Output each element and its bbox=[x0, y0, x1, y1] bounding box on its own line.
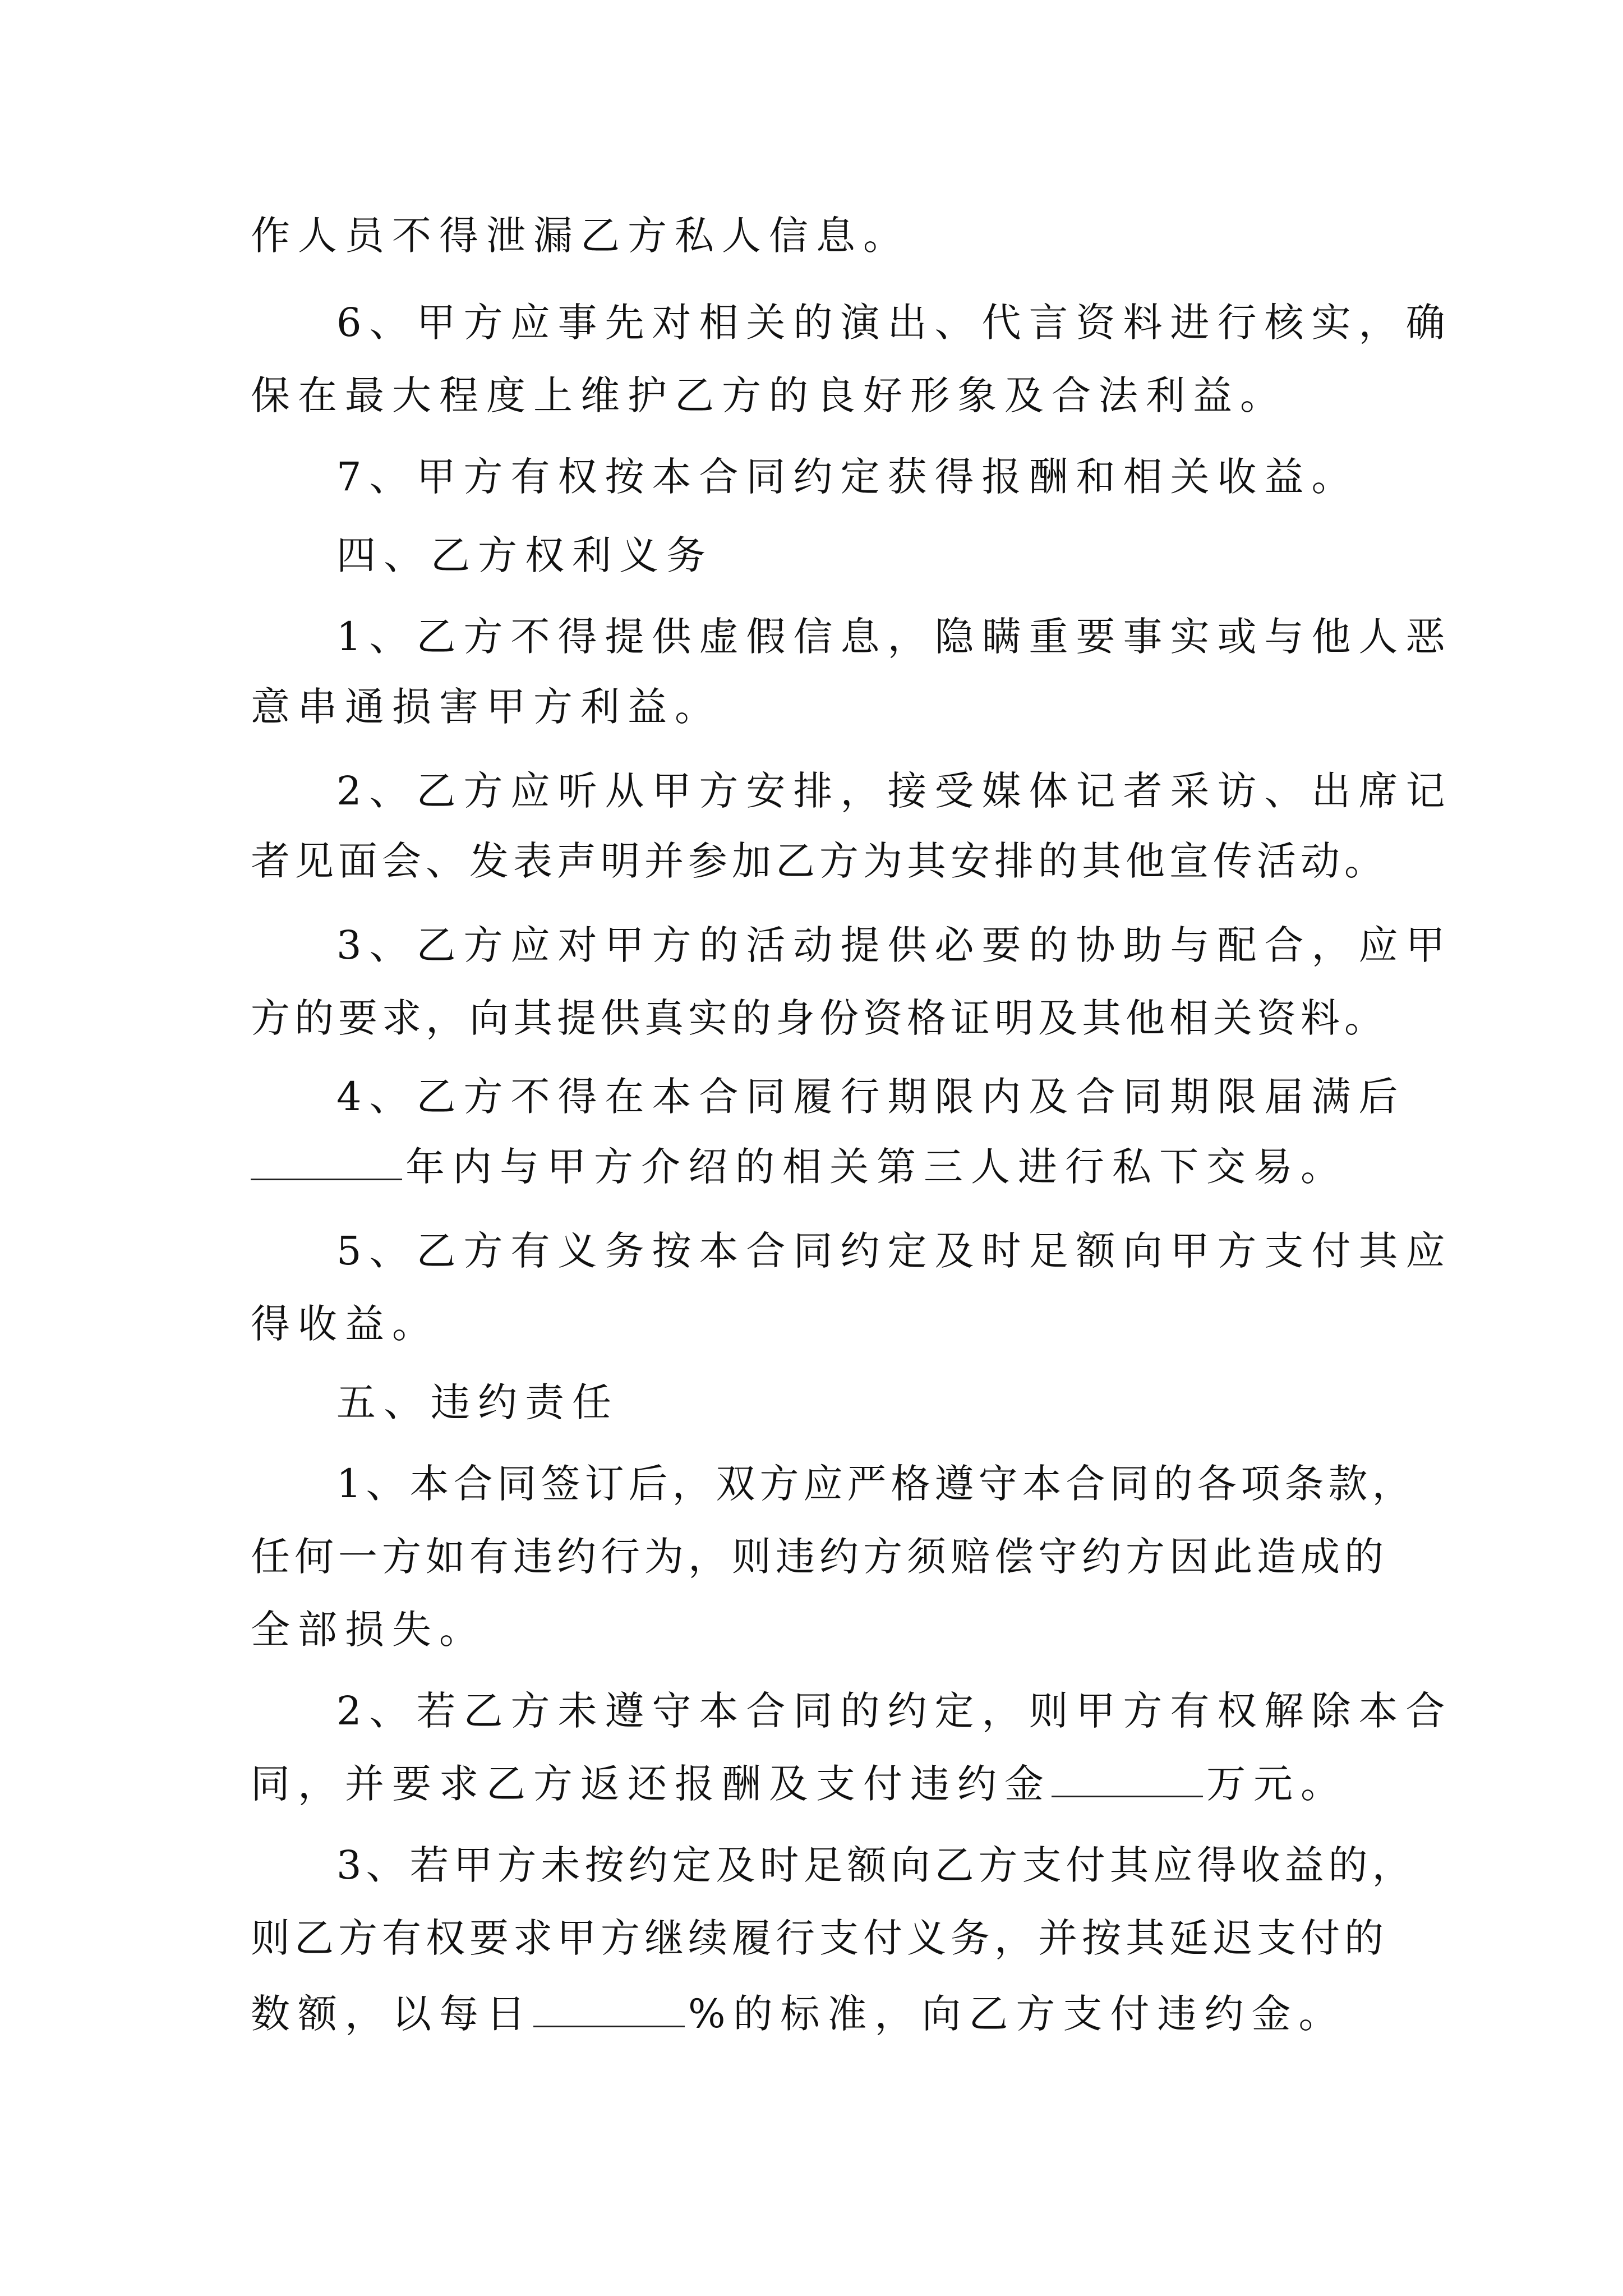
text-line: 2、若乙方未遵守本合同的约定，则甲方有权解除本合 bbox=[336, 1688, 1453, 1734]
text-line: 6、甲方应事先对相关的演出、代言资料进行核实，确 bbox=[336, 300, 1453, 346]
fill-in-blank[interactable] bbox=[533, 1985, 685, 2027]
text-line: 3、若甲方未按约定及时足额向乙方支付其应得收益的， bbox=[336, 1842, 1416, 1888]
text-line: 1、乙方不得提供虚假信息，隐瞒重要事实或与他人恶 bbox=[336, 614, 1453, 660]
text-line: 则乙方有权要求甲方继续履行支付义务，并按其延迟支付的 bbox=[251, 1915, 1388, 1961]
fill-in-blank[interactable] bbox=[1052, 1755, 1203, 1797]
text-segment: 数额，以每日 bbox=[251, 1991, 533, 2037]
text-segment: 万元。 bbox=[1206, 1761, 1348, 1807]
section-heading: 五、违约责任 bbox=[336, 1379, 619, 1425]
text-line: 得收益。 bbox=[251, 1301, 439, 1347]
text-line: 全部损失。 bbox=[251, 1607, 486, 1653]
text-line bbox=[251, 1125, 1623, 1209]
text-line: 3、乙方应对甲方的活动提供必要的协助与配合，应甲 bbox=[336, 922, 1453, 968]
fill-in-blank[interactable] bbox=[251, 1138, 402, 1180]
section-heading: 四、乙方权利义务 bbox=[336, 532, 713, 578]
text-line: 5、乙方有义务按本合同约定及时足额向甲方支付其应 bbox=[336, 1228, 1453, 1274]
text-line: 意串通损害甲方利益。 bbox=[251, 684, 722, 730]
text-segment: %的标准，向乙方支付违约金。 bbox=[688, 1991, 1346, 2037]
text-segment: 年内与甲方介绍的相关第三人进行私下交易。 bbox=[405, 1144, 1348, 1190]
text-line: 者见面会、发表声明并参加乙方为其安排的其他宣传活动。 bbox=[251, 838, 1388, 884]
text-segment: 同，并要求乙方返还报酬及支付违约金 bbox=[251, 1761, 1052, 1807]
text-line: 保在最大程度上维护乙方的良好形象及合法利益。 bbox=[251, 372, 1287, 418]
text-line: 任何一方如有违约行为，则违约方须赔偿守约方因此造成的 bbox=[251, 1534, 1388, 1580]
text-line: 方的要求，向其提供真实的身份资格证明及其他相关资料。 bbox=[251, 995, 1388, 1041]
text-line bbox=[251, 1972, 1623, 2056]
text-line: 1、本合同签订后，双方应严格遵守本合同的各项条款， bbox=[336, 1461, 1416, 1507]
text-line bbox=[251, 1742, 1623, 1826]
text-line: 4、乙方不得在本合同履行期限内及合同期限届满后 bbox=[336, 1074, 1406, 1120]
text-line: 7、甲方有权按本合同约定获得报酬和相关收益。 bbox=[336, 454, 1359, 500]
text-line: 作人员不得泄漏乙方私人信息。 bbox=[251, 213, 910, 259]
text-line: 2、乙方应听从甲方安排，接受媒体记者采访、出席记 bbox=[336, 768, 1453, 814]
